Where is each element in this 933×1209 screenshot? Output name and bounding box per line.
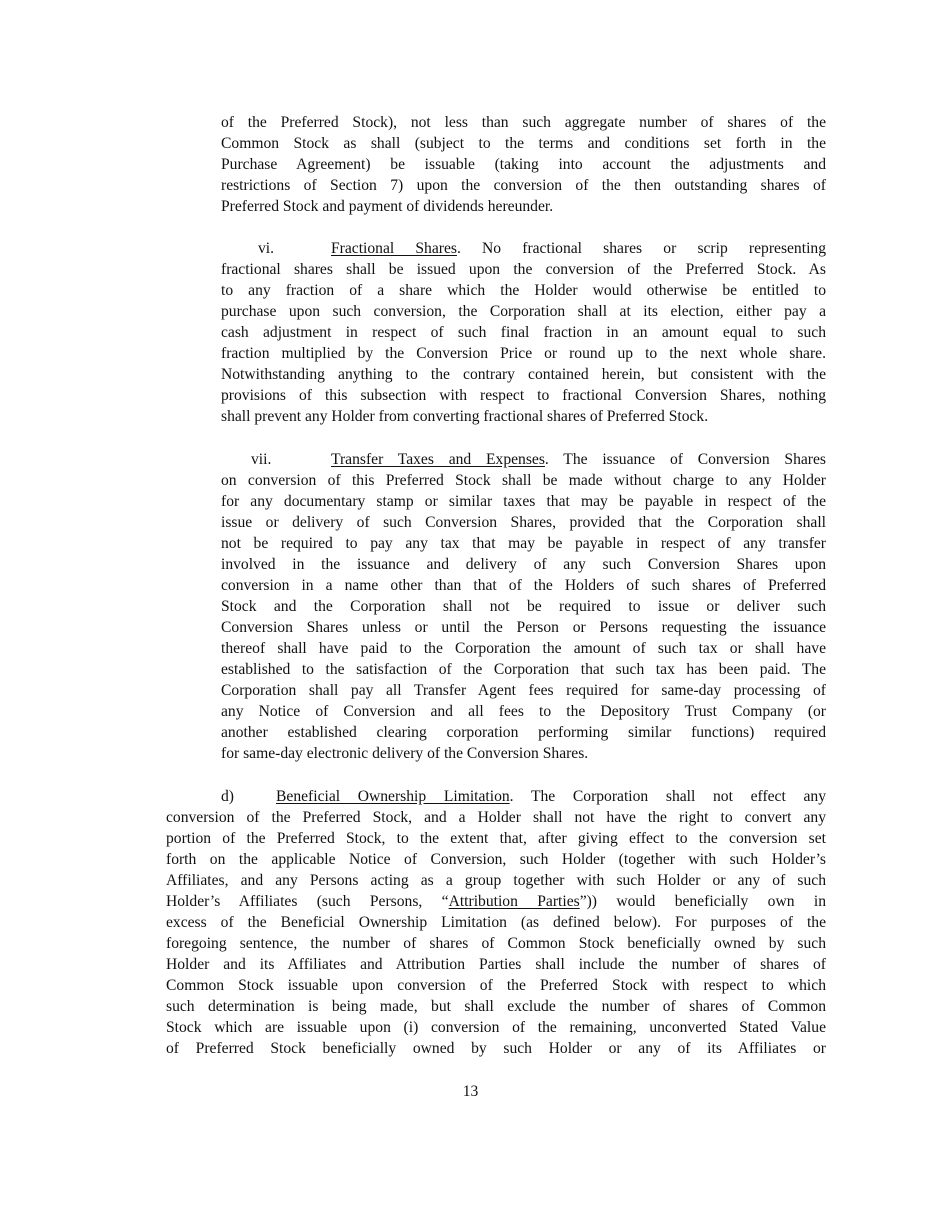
text-line	[221, 280, 826, 301]
text-line	[221, 175, 826, 196]
text-segment: Holder’s Affiliates (such Persons, “	[166, 893, 449, 910]
text-segment: not be required to pay any tax that may be payable in respect of any transfer	[221, 535, 826, 552]
text-line	[221, 533, 826, 554]
section-vii-transfer-taxes	[221, 449, 826, 764]
text-line	[221, 133, 826, 154]
text-segment: forth on the applicable Notice of Conversion, such Holder (together with such Holder’s	[166, 851, 826, 868]
text-segment: any Notice of Conversion and all fees to the Depository Trust Company (or	[221, 703, 826, 720]
text-segment: Stock which are issuable upon (i) conversion of the remaining, unconverted Stated Value	[166, 1019, 826, 1036]
text-line	[221, 491, 826, 512]
text-line	[221, 406, 826, 427]
section-label: vii.	[251, 451, 272, 468]
text-line	[221, 659, 826, 680]
text-segment: cash adjustment in respect of such final fraction in an amount equal to such	[221, 324, 826, 341]
text-line	[166, 828, 826, 849]
text-segment: for any documentary stamp or similar taxes that may be payable in respect of the	[221, 493, 826, 510]
text-line	[166, 1017, 826, 1038]
text-segment: of Preferred Stock beneficially owned by such Holder or any of its Affiliates or	[166, 1040, 826, 1057]
text-line	[166, 807, 826, 828]
text-line	[221, 470, 826, 491]
text-segment: portion of the Preferred Stock, to the extent that, after giving effect to the conversion set	[166, 830, 826, 847]
text-segment: Conversion Shares unless or until the Person or Persons requesting the issuance	[221, 619, 826, 636]
section-label: d)	[221, 788, 234, 805]
text-segment: thereof shall have paid to the Corporation the amount of such tax or shall have	[221, 640, 826, 657]
text-segment: Affiliates, and any Persons acting as a group together with such Holder or any of such	[166, 872, 826, 889]
text-segment: to any fraction of a share which the Holder would otherwise be entitled to	[221, 282, 826, 299]
text-line	[221, 259, 826, 280]
section-label: vi.	[258, 240, 275, 257]
text-segment: fractional shares shall be issued upon the conversion of the Preferred Stock. As	[221, 261, 826, 278]
text-line	[166, 933, 826, 954]
section-vi-fractional-shares	[221, 238, 826, 427]
text-segment: . No fractional shares or scrip representing	[456, 240, 826, 257]
text-line	[221, 112, 826, 133]
section-d-beneficial-ownership	[166, 786, 826, 1059]
text-line	[166, 786, 826, 807]
text-segment: of the Preferred Stock), not less than such aggregate number of shares of the	[221, 114, 826, 131]
text-line	[221, 343, 826, 364]
text-line	[166, 891, 826, 912]
text-segment: Common Stock issuable upon conversion of the Preferred Stock with respect to which	[166, 977, 826, 994]
text-segment: Common Stock as shall (subject to the terms and conditions set forth in the	[221, 135, 826, 152]
text-segment: on conversion of this Preferred Stock shall be made without charge to any Holder	[221, 472, 826, 489]
text-line	[221, 575, 826, 596]
text-segment: conversion in a name other than that of the Holders of such shares of Preferred	[221, 577, 826, 594]
text-line	[166, 849, 826, 870]
text-segment: Corporation shall pay all Transfer Agent fees required for same-day processing of	[221, 682, 826, 699]
text-line	[221, 554, 826, 575]
text-segment: . The issuance of Conversion Shares	[544, 451, 826, 468]
text-segment: such determination is being made, but shall exclude the number of shares of Common	[166, 998, 826, 1015]
paragraph-continuation	[221, 112, 826, 217]
text-segment: Holder and its Affiliates and Attribution Parties shall include the number of shares of	[166, 956, 826, 973]
text-segment: another established clearing corporation performing similar functions) required	[221, 724, 826, 741]
text-line	[221, 449, 826, 470]
text-segment: established to the satisfaction of the Corporation that such tax has been paid. The	[221, 661, 826, 678]
text-line	[166, 996, 826, 1017]
text-segment: ”)) would beneficially own in	[579, 893, 826, 910]
text-segment: Notwithstanding anything to the contrary contained herein, but consistent with the	[221, 366, 826, 383]
text-line	[221, 238, 826, 259]
text-line	[221, 364, 826, 385]
text-line	[221, 701, 826, 722]
text-line	[221, 322, 826, 343]
text-line	[221, 722, 826, 743]
text-segment: foregoing sentence, the number of shares of Common Stock beneficially owned by such	[166, 935, 826, 952]
text-line	[221, 596, 826, 617]
text-segment: issue or delivery of such Conversion Shares, provided that the Corporation shall	[221, 514, 826, 531]
text-line	[166, 870, 826, 891]
text-line	[221, 680, 826, 701]
underlined-heading: Transfer Taxes and Expenses	[331, 451, 545, 468]
text-segment: restrictions of Section 7) upon the conversion of the then outstanding shares of	[221, 177, 826, 194]
underlined-heading: Attribution Parties	[448, 893, 580, 910]
text-segment: Preferred Stock and payment of dividends hereunder.	[221, 198, 554, 215]
text-segment: fraction multiplied by the Conversion Price or round up to the next whole share.	[221, 345, 826, 362]
text-segment: involved in the issuance and delivery of any such Conversion Shares upon	[221, 556, 826, 573]
text-line	[166, 975, 826, 996]
text-segment: provisions of this subsection with respect to fractional Conversion Shares, nothing	[221, 387, 826, 404]
text-line	[221, 512, 826, 533]
text-segment: . The Corporation shall not effect any	[509, 788, 826, 805]
text-line	[221, 617, 826, 638]
text-segment: Purchase Agreement) be issuable (taking into account the adjustments and	[221, 156, 826, 173]
text-line	[221, 638, 826, 659]
text-line	[166, 1038, 826, 1059]
text-line	[166, 912, 826, 933]
text-segment: Stock and the Corporation shall not be required to issue or deliver such	[221, 598, 826, 615]
underlined-heading: Fractional Shares	[331, 240, 457, 257]
underlined-heading: Beneficial Ownership Limitation	[276, 788, 510, 805]
text-line	[221, 301, 826, 322]
text-segment: for same-day electronic delivery of the Conversion Shares.	[221, 745, 589, 762]
text-line	[221, 196, 826, 217]
text-line	[221, 743, 826, 764]
text-line	[221, 385, 826, 406]
text-segment: excess of the Beneficial Ownership Limitation (as defined below). For purposes of the	[166, 914, 826, 931]
text-segment: conversion of the Preferred Stock, and a Holder shall not have the right to convert any	[166, 809, 826, 826]
text-segment: purchase upon such conversion, the Corporation shall at its election, either pay a	[221, 303, 826, 320]
text-line	[166, 954, 826, 975]
text-segment: shall prevent any Holder from converting fractional shares of Preferred Stock.	[221, 408, 709, 425]
text-line	[221, 154, 826, 175]
page-number: 13	[462, 1083, 479, 1100]
